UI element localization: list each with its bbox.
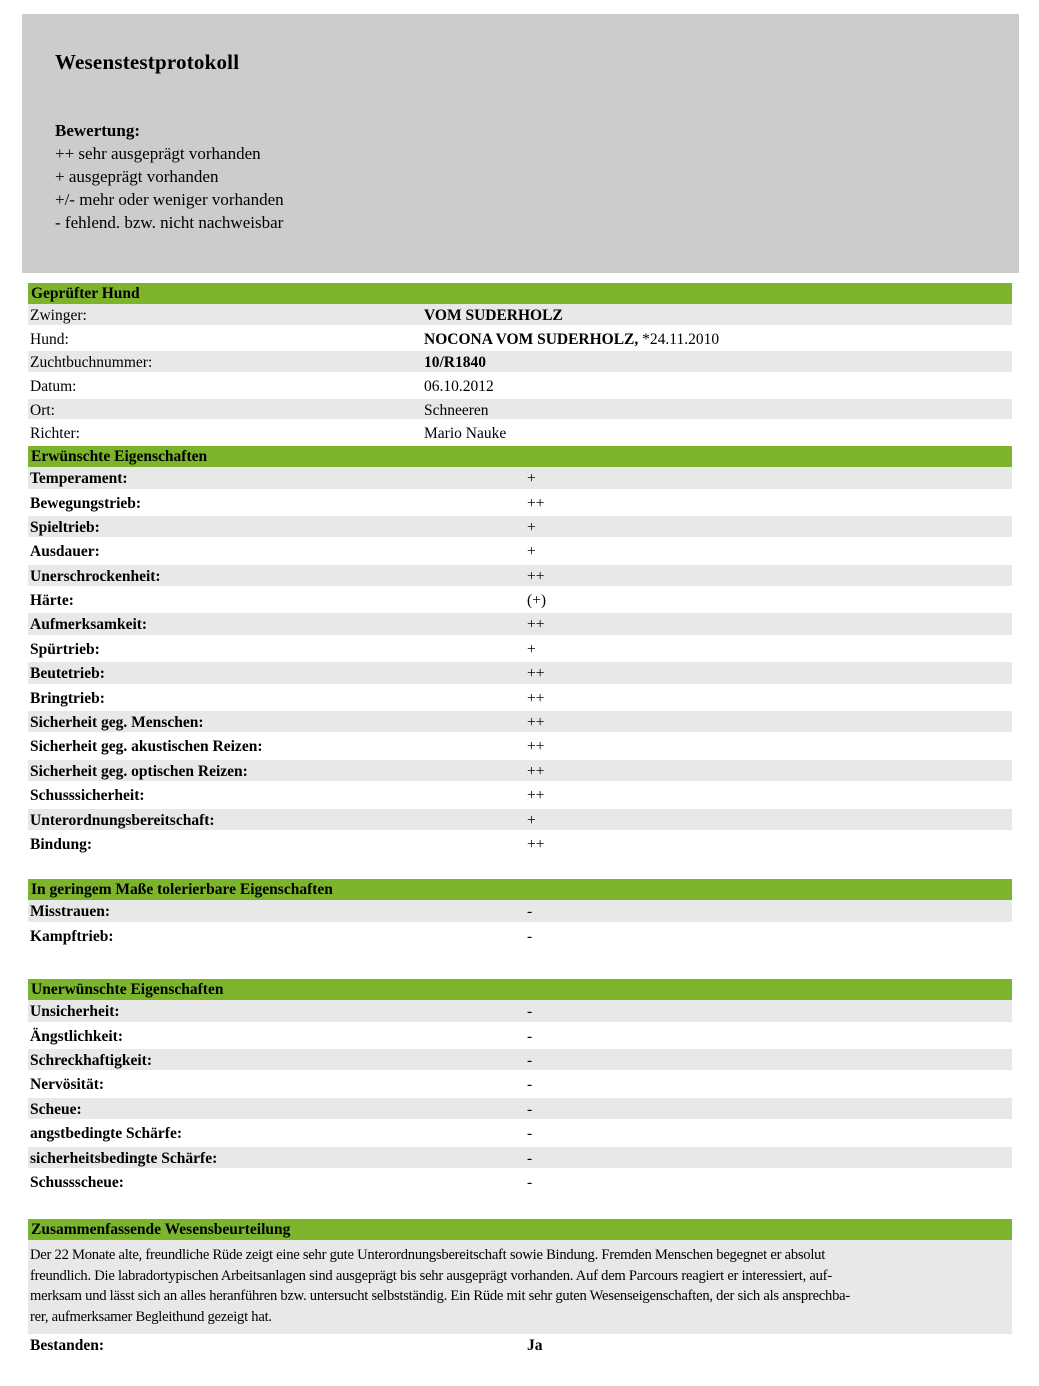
table-row (28, 1334, 1012, 1358)
table-row (28, 492, 1012, 516)
table-row (28, 687, 1012, 711)
section-erwuenschte-eigenschaften (28, 446, 1012, 857)
header-box (22, 14, 1019, 273)
row-label: Bindung: (30, 835, 93, 853)
row-label: Nervösität: (30, 1076, 105, 1094)
row-value: NOCONA VOM SUDERHOLZ, *24.11.2010 (424, 330, 720, 348)
row-label: sicherheitsbedingte Schärfe: (30, 1149, 218, 1167)
row-value: Ja (527, 1337, 543, 1355)
table-row (28, 1122, 1012, 1146)
row-value: - (527, 927, 533, 945)
legend-heading: Bewertung: (55, 121, 140, 140)
row-value: - (527, 1173, 533, 1191)
table-row (28, 467, 1012, 491)
section-header: Zusammenfassende Wesensbeurteilung (28, 1219, 1012, 1240)
table-row (28, 613, 1012, 637)
row-label: Misstrauen: (30, 903, 111, 921)
row-label: Zuchtbuchnummer: (30, 354, 153, 372)
row-value: + (527, 518, 536, 536)
table-row (28, 1049, 1012, 1073)
table-row (28, 399, 1012, 423)
table-row (28, 351, 1012, 375)
row-label: Schusssicherheit: (30, 787, 145, 805)
row-value: 06.10.2012 (424, 378, 494, 396)
row-value: ++ (527, 714, 545, 732)
table-row (28, 565, 1012, 589)
row-value: - (527, 1125, 533, 1143)
row-value: - (527, 1003, 533, 1021)
rating-legend (55, 119, 1019, 234)
section-gepruefter-hund (28, 283, 1012, 446)
table-row (28, 662, 1012, 686)
legend-item: ++ sehr ausgeprägt vorhanden (55, 144, 261, 163)
row-label: Unsicherheit: (30, 1003, 120, 1021)
table-row (28, 1000, 1012, 1024)
summary-line: rer, aufmerksamer Begleithund gezeigt hat. (30, 1308, 272, 1325)
table-row (28, 304, 1012, 328)
row-label: Bringtrieb: (30, 689, 105, 707)
table-row (28, 735, 1012, 759)
row-value: (+) (527, 592, 547, 610)
row-value: ++ (527, 738, 545, 756)
row-label: Bestanden: (30, 1337, 105, 1355)
row-value: ++ (527, 616, 545, 634)
section-header: In geringem Maße tolerierbare Eigenschaften (28, 879, 1012, 900)
row-value: - (527, 1027, 533, 1045)
row-label: Spürtrieb: (30, 640, 100, 658)
row-label: Bewegungstrieb: (30, 494, 142, 512)
row-label: Richter: (30, 425, 80, 443)
row-label: Temperament: (30, 470, 128, 488)
table-row (28, 375, 1012, 399)
legend-item: +/- mehr oder weniger vorhanden (55, 190, 284, 209)
section-rows (28, 304, 1012, 446)
row-label: Ängstlichkeit: (30, 1027, 123, 1045)
summary-line: merksam und lässt sich an alles heranführen bzw. untersucht selbstständig. Ein Rüde mit sehr guten Wesenseigenschaften, der sich als ansprechba- (30, 1288, 850, 1305)
table-row (28, 589, 1012, 613)
row-label: Sicherheit geg. Menschen: (30, 714, 204, 732)
row-label: Datum: (30, 378, 77, 396)
table-row (28, 925, 1012, 949)
row-value: + (527, 640, 536, 658)
table-row (28, 1073, 1012, 1097)
table-row (28, 833, 1012, 857)
row-label: Unerschrockenheit: (30, 567, 161, 585)
row-value: ++ (527, 665, 545, 683)
table-row (28, 638, 1012, 662)
summary-line: Der 22 Monate alte, freundliche Rüde zeigt eine sehr gute Unterordnungsbereitschaft sowie Bindung. Fremden Menschen begegnet er absolut (30, 1247, 826, 1264)
row-label: Sicherheit geg. optischen Reizen: (30, 762, 248, 780)
protocol-table (28, 283, 1012, 1358)
legend-item: + ausgeprägt vorhanden (55, 167, 219, 186)
table-row (28, 1171, 1012, 1195)
section-tolerierbare-eigenschaften (28, 879, 1012, 949)
row-value: ++ (527, 567, 545, 585)
row-value: - (527, 903, 533, 921)
row-label: Schussscheue: (30, 1173, 124, 1191)
table-row (28, 540, 1012, 564)
row-value: ++ (527, 494, 545, 512)
row-value: ++ (527, 762, 545, 780)
row-value: Mario Nauke (424, 425, 507, 443)
table-row (28, 1098, 1012, 1122)
table-row (28, 711, 1012, 735)
row-value: + (527, 543, 536, 561)
row-value: - (527, 1076, 533, 1094)
row-label: Ausdauer: (30, 543, 100, 561)
row-value: 10/R1840 (424, 354, 486, 372)
row-value-suffix: *24.11.2010 (638, 330, 720, 348)
table-row (28, 784, 1012, 808)
table-row (28, 809, 1012, 833)
section-wesensbeurteilung (28, 1219, 1012, 1358)
row-value: - (527, 1149, 533, 1167)
table-row (28, 1025, 1012, 1049)
row-label: Sicherheit geg. akustischen Reizen: (30, 738, 263, 756)
row-value: VOM SUDERHOLZ (424, 307, 563, 324)
summary-text (28, 1240, 1012, 1334)
table-row (28, 516, 1012, 540)
section-rows (28, 900, 1012, 949)
table-row (28, 422, 1012, 446)
row-value: - (527, 1100, 533, 1118)
table-row (28, 328, 1012, 352)
row-value: + (527, 470, 536, 488)
section-rows (28, 1000, 1012, 1195)
row-label: Unterordnungsbereitschaft: (30, 811, 215, 829)
row-label: Aufmerksamkeit: (30, 616, 148, 634)
table-row (28, 900, 1012, 924)
row-label: Beutetrieb: (30, 665, 105, 683)
document-title: Wesenstestprotokoll (55, 50, 240, 74)
row-label: Schreckhaftigkeit: (30, 1051, 152, 1069)
section-rows (28, 467, 1012, 857)
row-label: angstbedingte Schärfe: (30, 1125, 182, 1143)
row-label: Kampftrieb: (30, 927, 114, 945)
row-value: ++ (527, 835, 545, 853)
section-unerwuenschte-eigenschaften (28, 979, 1012, 1195)
section-header: Unerwünschte Eigenschaften (28, 979, 1012, 1000)
row-value: + (527, 811, 536, 829)
row-value: - (527, 1051, 533, 1069)
row-value: Schneeren (424, 401, 489, 419)
table-row (28, 760, 1012, 784)
row-label: Spieltrieb: (30, 518, 100, 536)
section-header: Erwünschte Eigenschaften (28, 446, 1012, 467)
section-header: Geprüfter Hund (28, 283, 1012, 304)
row-label: Härte: (30, 592, 74, 610)
row-value: ++ (527, 689, 545, 707)
legend-item: - fehlend. bzw. nicht nachweisbar (55, 213, 284, 232)
row-value: ++ (527, 787, 545, 805)
row-label: Hund: (30, 330, 69, 348)
summary-line: freundlich. Die labradortypischen Arbeitsanlagen sind ausgeprägt bis sehr ausgeprägt vorhanden. Auf dem Parcours reagiert er interessiert, auf- (30, 1267, 832, 1284)
row-label: Scheue: (30, 1100, 82, 1118)
table-row (28, 1147, 1012, 1171)
row-label: Zwinger: (30, 307, 87, 324)
row-label: Ort: (30, 401, 55, 419)
